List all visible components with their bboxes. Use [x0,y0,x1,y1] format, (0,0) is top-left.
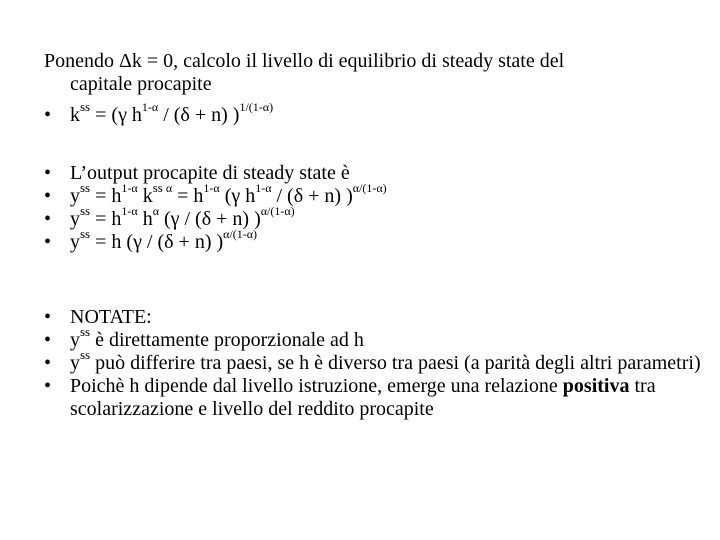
note-education-relation: • Poichè h dipende dal livello istruzione, emerge una relazione positiva tra scolarizzazione e livello del reddito procapite [44,375,704,421]
notes-list [44,306,704,421]
output-formula-2: • $y^{ss} = h^{1-\alpha}$ $h^\alpha$ (γ / (δ + n) )$^{\alpha/(1-\alpha)}$ [44,208,704,231]
intro-paragraph [44,50,704,96]
capital-formula-list [44,99,704,127]
note-proportional: • $y^{ss}$ è direttamente proporzionale ad h [44,329,704,352]
intro-line-continuation: capitale procapite [70,73,212,95]
bold-positiva: positiva [562,375,630,397]
intro-line: Ponendo Δk = 0, calcolo il livello di equilibrio di steady state del [44,50,565,72]
output-intro-item: • L’output procapite di steady state è [44,162,704,185]
output-formula-1: • $y^{ss} = h^{1-\alpha}$ $k^{ss}$ $^\alpha = h^{1-\alpha}$ (γ $h^{1-\alpha} / (\delta + n)$ )$^{\alpha/(1-\alpha)}$ [44,185,704,208]
notate-heading: • NOTATE: [44,306,704,329]
note-differ-countries: • $y^{ss}$ può differire tra paesi, se h è diverso tra paesi (a parità degli altri parametri) [44,352,704,375]
capital-steady-state-formula: • $k^{ss} = (\gamma$ $h^{1-\alpha} / (\delta + n)$ )$^{1/(1-\alpha)}$ [44,104,704,127]
output-formula-list [44,162,704,254]
output-formula-3: • $y^{ss} = h$ (γ / (δ + n) )$^{\alpha/(1-\alpha)}$ [44,231,704,254]
